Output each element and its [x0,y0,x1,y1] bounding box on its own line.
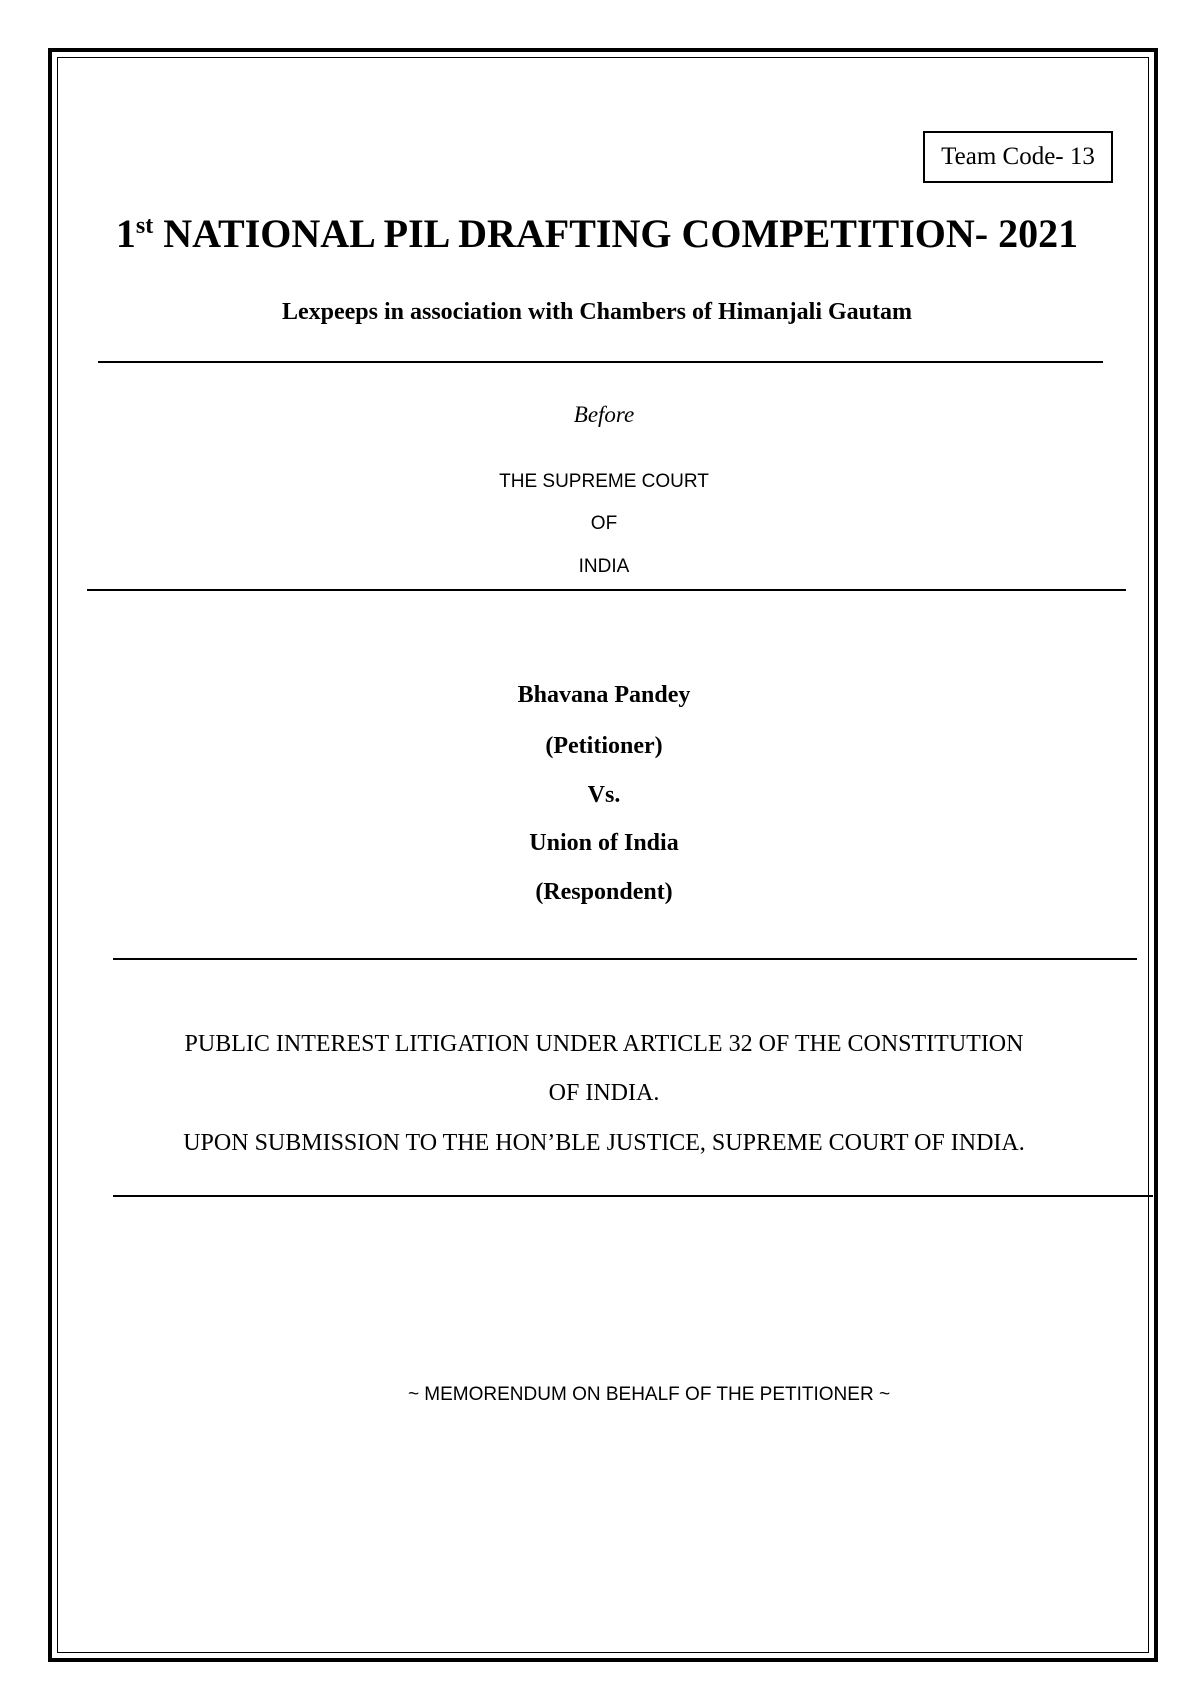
title-ordinal-suffix: st [135,213,154,239]
memorandum-label: ~ MEMORENDUM ON BEHALF OF THE PETITIONER ~ [407,1384,891,1405]
team-code-box: Team Code- 13 [923,131,1113,183]
divider [98,361,1103,363]
divider [113,958,1137,960]
court-line-3: INDIA [578,556,630,577]
pil-line-2: OF INDIA. [548,1080,660,1106]
versus: Vs. [587,782,621,808]
respondent-role: (Respondent) [535,879,673,905]
pil-line-1: PUBLIC INTEREST LITIGATION UNDER ARTICLE 32 OF THE CONSTITUTION [184,1031,1024,1057]
petitioner-name: Bhavana Pandey [517,682,691,708]
competition-title [104,211,1090,256]
organizer-subtitle: Lexpeeps in association with Chambers of Himanjali Gautam [281,299,913,325]
title-text: NATIONAL PIL DRAFTING COMPETITION- 2021 [153,211,1079,256]
court-line-1: THE SUPREME COURT [499,471,709,492]
court-line-2: OF [590,513,618,534]
pil-line-3: UPON SUBMISSION TO THE HON’BLE JUSTICE, SUPREME COURT OF INDIA. [183,1130,1025,1156]
divider [87,589,1126,591]
before-label: Before [573,402,635,427]
title-ordinal: 1 [115,211,136,256]
respondent-name: Union of India [529,830,679,856]
petitioner-role: (Petitioner) [545,733,663,759]
divider [113,1195,1153,1197]
